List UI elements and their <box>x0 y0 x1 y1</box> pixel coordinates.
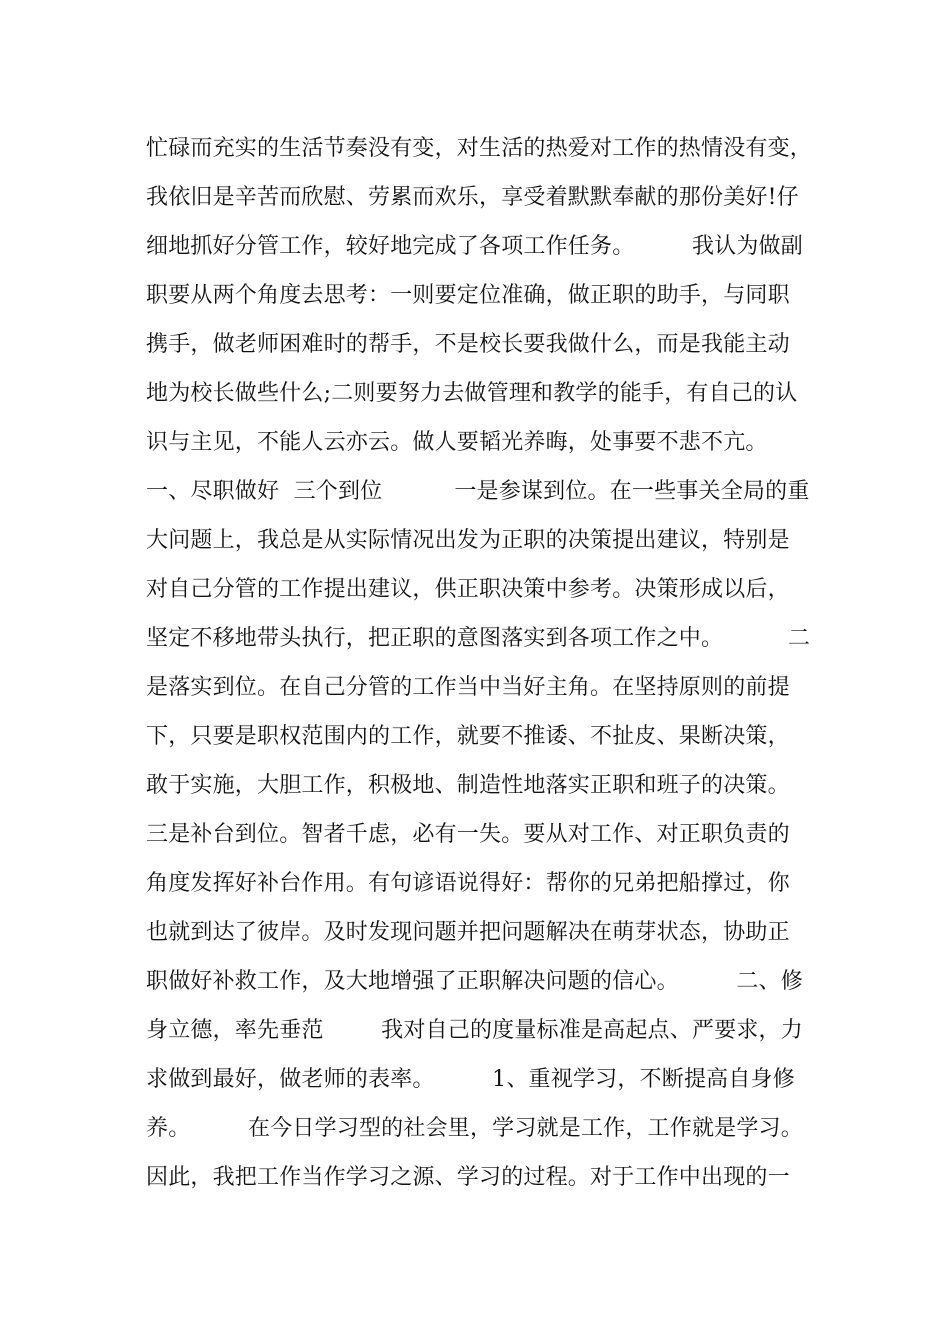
text-line: 携手，做老师困难时的帮手，不是校长要我做什么，而是我能主动 <box>146 332 790 357</box>
text-line: 我依旧是辛苦而欣慰、劳累而欢乐，享受着默默奉献的那份美好!仔 <box>146 185 799 210</box>
text-line: 是落实到位。在自己分管的工作当中当好主角。在坚持原则的前提 <box>146 675 790 700</box>
text-line: 职要从两个角度去思考：一则要定位准确，做正职的助手，与同职 <box>146 283 790 308</box>
text-line: 下，只要是职权范围内的工作，就要不推诿、不扯皮、果断决策， <box>146 724 790 749</box>
text-line: 身立德，率先垂范 我对自己的度量标准是高起点、严要求，力 <box>146 1018 803 1043</box>
text-line: 敢于实施，大胆工作，积极地、制造性地落实正职和班子的决策。 <box>146 773 790 798</box>
text-line: 地为校长做些什么;二则要努力去做管理和教学的能手，有自己的认 <box>146 381 798 406</box>
text-line: 识与主见，不能人云亦云。做人要韬光养晦，处事要不悲不亢。 <box>146 430 768 455</box>
text-line: 也就到达了彼岸。及时发现问题并把问题解决在萌芽状态，协助正 <box>146 920 790 945</box>
text-line: 对自己分管的工作提出建议，供正职决策中参考。决策形成以后， <box>146 577 790 602</box>
text-line: 养。 在今日学习型的社会里，学习就是工作，工作就是学习。 <box>146 1116 803 1141</box>
text-line: 大问题上，我总是从实际情况出发为正职的决策提出建议，特别是 <box>146 528 790 553</box>
text-line: 角度发挥好补台作用。有句谚语说得好：帮你的兄弟把船撑过，你 <box>146 871 790 896</box>
text-line: 忙碌而充实的生活节奏没有变，对生活的热爱对工作的热情没有变， <box>146 136 813 161</box>
text-line: 求做到最好，做老师的表率。 1、重视学习，不断提高自身修 <box>146 1067 795 1092</box>
text-line: 职做好补救工作，及大地增强了正职解决问题的信心。 二、修 <box>146 969 803 994</box>
text-line: 细地抓好分管工作，较好地完成了各项工作任务。 我认为做副 <box>146 234 803 259</box>
text-line: 一、尽职做好 三个到位 一是参谋到位。在一些事关全局的重 <box>146 479 810 504</box>
text-line: 因此，我把工作当作学习之源、学习的过程。对于工作中出现的一 <box>146 1165 790 1190</box>
text-line: 三是补台到位。智者千虑，必有一失。要从对工作、对正职负责的 <box>146 822 790 847</box>
body-text <box>146 131 816 1209</box>
text-line: 坚定不移地带头执行，把正职的意图落实到各项工作之中。 二 <box>146 626 811 651</box>
